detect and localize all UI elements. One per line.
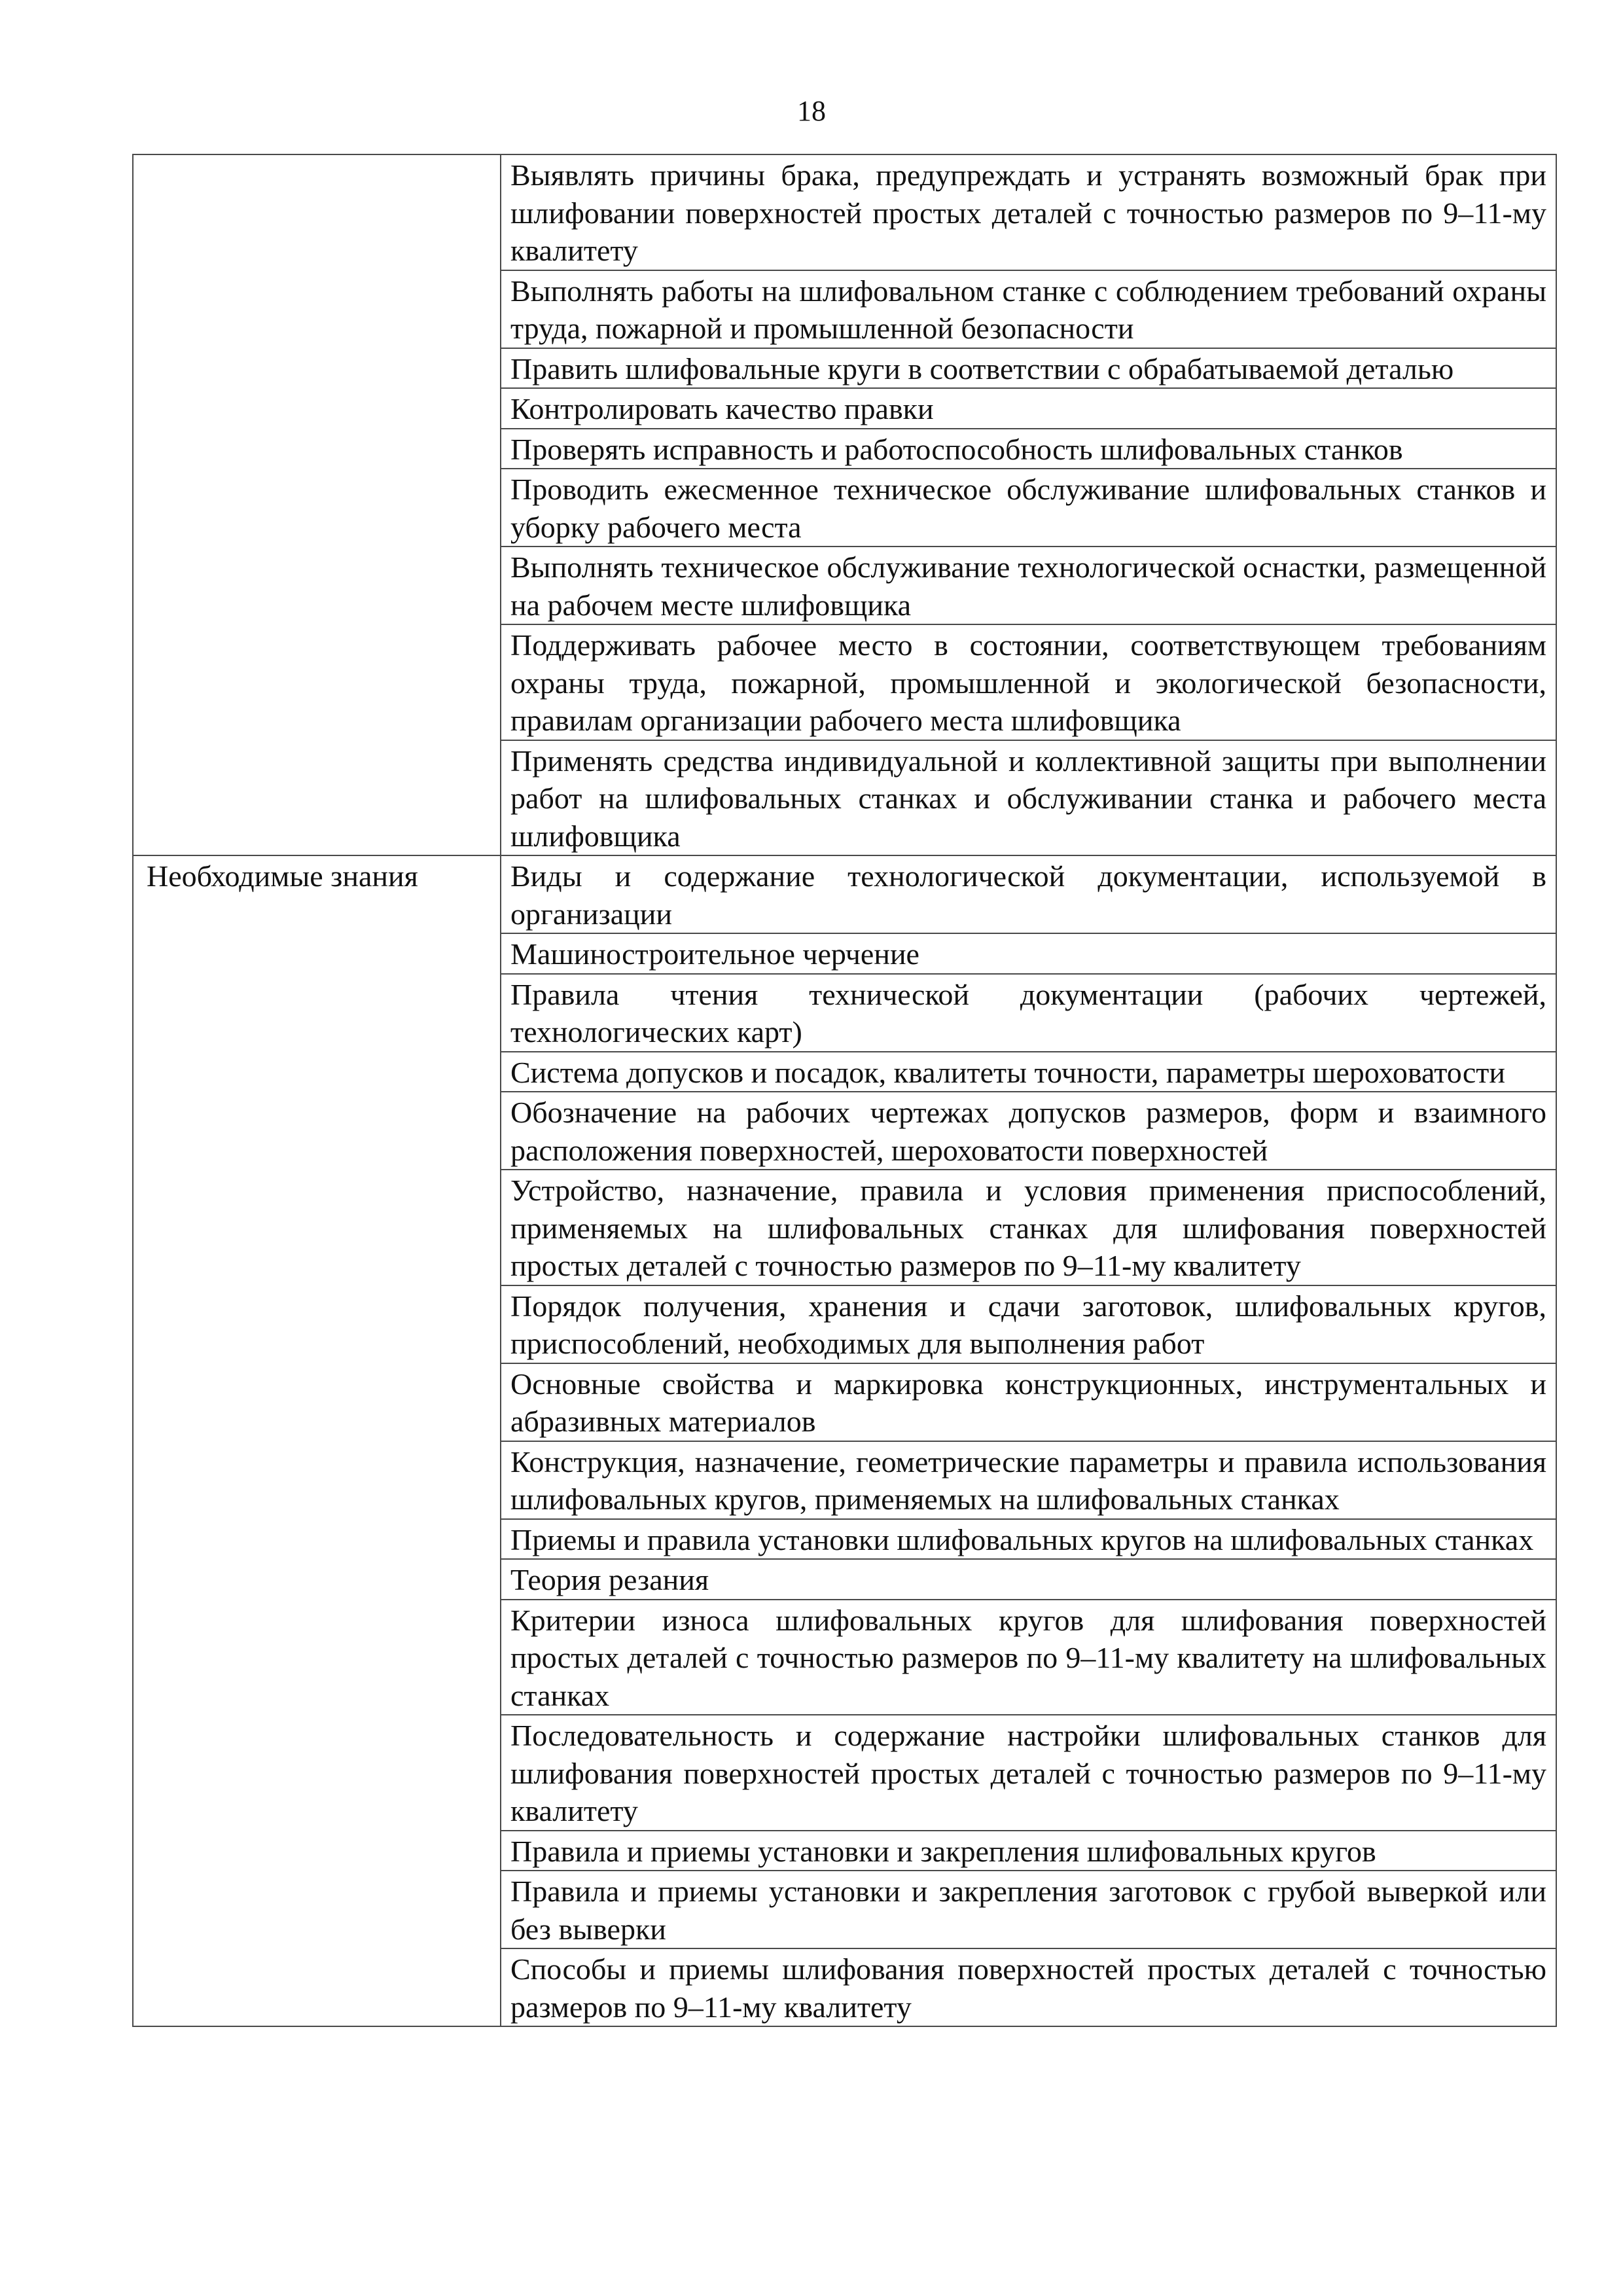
requirement-item: Контролировать качество правки <box>501 388 1556 429</box>
table-row <box>133 933 1556 974</box>
requirement-item: Теория резания <box>501 1559 1556 1600</box>
section-label-cell <box>133 1285 501 1363</box>
section-label-cell <box>133 547 501 624</box>
requirement-item: Критерии износа шлифовальных кругов для шлифования поверхностей простых деталей с точностью размеров по 9–11-му квалитету на шлифовальных станках <box>501 1600 1556 1715</box>
table-row <box>133 429 1556 469</box>
section-label-cell <box>133 1871 501 1948</box>
requirement-item: Обозначение на рабочих чертежах допусков размеров, форм и взаимного расположения поверхностей, шероховатости поверхностей <box>501 1092 1556 1170</box>
section-label-cell <box>133 933 501 974</box>
section-label-cell <box>133 1600 501 1715</box>
table-row <box>133 1170 1556 1285</box>
section-label-cell <box>133 1519 501 1560</box>
table-row <box>133 1285 1556 1363</box>
table-row <box>133 624 1556 740</box>
section-label-cell <box>133 469 501 547</box>
section-label-cell <box>133 1170 501 1285</box>
requirement-item: Последовательность и содержание настройки шлифовальных станков для шлифования поверхностей простых деталей с точностью размеров по 9–11-му квалитету <box>501 1715 1556 1831</box>
section-label-cell <box>133 1363 501 1441</box>
requirement-item: Приемы и правила установки шлифовальных кругов на шлифовальных станках <box>501 1519 1556 1560</box>
section-label-cell <box>133 1559 501 1600</box>
table-row <box>133 1092 1556 1170</box>
table-row <box>133 1363 1556 1441</box>
table-row <box>133 1519 1556 1560</box>
section-label-cell <box>133 154 501 270</box>
table-row <box>133 1559 1556 1600</box>
section-label-cell <box>133 1441 501 1519</box>
section-label-cell <box>133 429 501 469</box>
table-row <box>133 469 1556 547</box>
requirements-table <box>132 154 1557 2027</box>
section-label-cell <box>133 974 501 1052</box>
section-label-cell <box>133 740 501 856</box>
requirement-item: Правила чтения технической документации (рабочих чертежей, технологических карт) <box>501 974 1556 1052</box>
table-row <box>133 1052 1556 1092</box>
requirement-item: Применять средства индивидуальной и коллективной защиты при выполнении работ на шлифовальных станках и обслуживании станка и рабочего места шлифовщика <box>501 740 1556 856</box>
table-row <box>133 1441 1556 1519</box>
requirement-item: Правила и приемы установки и закрепления шлифовальных кругов <box>501 1831 1556 1871</box>
requirement-item: Выявлять причины брака, предупреждать и устранять возможный брак при шлифовании поверхностей простых деталей с точностью размеров по 9–11-му квалитету <box>501 154 1556 270</box>
requirement-item: Проверять исправность и работоспособность шлифовальных станков <box>501 429 1556 469</box>
requirement-item: Конструкция, назначение, геометрические параметры и правила использования шлифовальных кругов, применяемых на шлифовальных станках <box>501 1441 1556 1519</box>
section-label-cell <box>133 388 501 429</box>
section-label-cell: Необходимые знания <box>133 855 501 933</box>
requirement-item: Виды и содержание технологической документации, используемой в организации <box>501 855 1556 933</box>
requirement-item: Выполнять техническое обслуживание технологической оснастки, размещенной на рабочем месте шлифовщика <box>501 547 1556 624</box>
table-row <box>133 1948 1556 2026</box>
table-row <box>133 154 1556 270</box>
section-label-cell <box>133 348 501 389</box>
requirement-item: Править шлифовальные круги в соответствии с обрабатываемой деталью <box>501 348 1556 389</box>
table-row <box>133 855 1556 933</box>
requirement-item: Система допусков и посадок, квалитеты точности, параметры шероховатости <box>501 1052 1556 1092</box>
requirement-item: Машиностроительное черчение <box>501 933 1556 974</box>
requirement-item: Правила и приемы установки и закрепления заготовок с грубой выверкой или без выверки <box>501 1871 1556 1948</box>
table-body <box>133 154 1556 2026</box>
table-row <box>133 1715 1556 1831</box>
requirement-item: Выполнять работы на шлифовальном станке с соблюдением требований охраны труда, пожарной и промышленной безопасности <box>501 270 1556 348</box>
section-label-cell <box>133 1715 501 1831</box>
table-row <box>133 348 1556 389</box>
table-row <box>133 547 1556 624</box>
page-number: 18 <box>797 95 826 127</box>
table-row <box>133 1871 1556 1948</box>
section-label-cell <box>133 1092 501 1170</box>
requirement-item: Порядок получения, хранения и сдачи заготовок, шлифовальных кругов, приспособлений, необходимых для выполнения работ <box>501 1285 1556 1363</box>
section-label-cell <box>133 1948 501 2026</box>
section-label-cell <box>133 1052 501 1092</box>
section-label-cell <box>133 624 501 740</box>
requirement-item: Устройство, назначение, правила и условия применения приспособлений, применяемых на шлифовальных станках для шлифования поверхностей простых деталей с точностью размеров по 9–11-му квалитету <box>501 1170 1556 1285</box>
table-row <box>133 388 1556 429</box>
requirement-item: Поддерживать рабочее место в состоянии, соответствующем требованиям охраны труда, пожарной, промышленной и экологической безопасности, правилам организации рабочего места шлифовщика <box>501 624 1556 740</box>
requirement-item: Основные свойства и маркировка конструкционных, инструментальных и абразивных материалов <box>501 1363 1556 1441</box>
table-row <box>133 270 1556 348</box>
section-label-cell <box>133 270 501 348</box>
table-row <box>133 1600 1556 1715</box>
requirement-item: Способы и приемы шлифования поверхностей простых деталей с точностью размеров по 9–11-му квалитету <box>501 1948 1556 2026</box>
table-row <box>133 1831 1556 1871</box>
section-label-cell <box>133 1831 501 1871</box>
table-row <box>133 740 1556 856</box>
table-row <box>133 974 1556 1052</box>
requirement-item: Проводить ежесменное техническое обслуживание шлифовальных станков и уборку рабочего места <box>501 469 1556 547</box>
